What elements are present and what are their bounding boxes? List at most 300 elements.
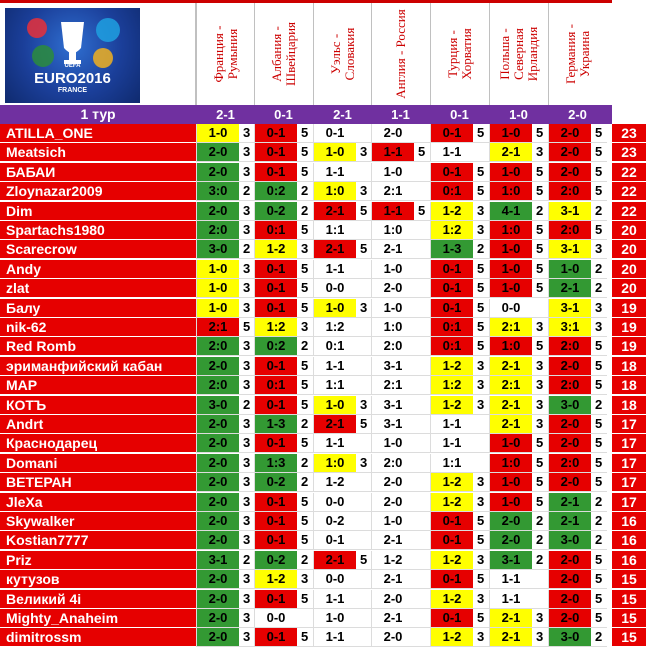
predicted-score: 1:0 xyxy=(314,454,356,472)
points-earned: 5 xyxy=(477,532,485,548)
predicted-score: 0-1 xyxy=(255,143,297,161)
predicted-score: 0-0 xyxy=(314,570,356,588)
points-earned: 3 xyxy=(243,493,251,509)
prediction-cell xyxy=(254,628,313,647)
points-earned: 5 xyxy=(536,454,544,470)
predicted-score: 2-1 xyxy=(372,240,414,258)
prediction-cell xyxy=(430,221,489,240)
prediction-cell xyxy=(254,415,313,434)
prediction-cell xyxy=(254,590,313,609)
prediction-cell xyxy=(430,531,489,550)
predicted-score: 1-3 xyxy=(255,415,297,433)
total-points: 18 xyxy=(612,396,646,415)
points-earned: 3 xyxy=(243,571,251,587)
prediction-cell xyxy=(489,512,548,531)
prediction-cell xyxy=(254,299,313,318)
prediction-cell xyxy=(313,163,372,182)
prediction-cell xyxy=(254,163,313,182)
prediction-cell xyxy=(254,337,313,356)
predicted-score: 2-0 xyxy=(372,493,414,511)
predicted-score: 0-1 xyxy=(314,124,356,142)
prediction-cell xyxy=(489,260,548,279)
points-earned: 5 xyxy=(536,493,544,509)
predicted-score: 2-0 xyxy=(197,202,239,220)
predicted-score: 1-2 xyxy=(372,551,414,569)
prediction-cell xyxy=(371,396,430,415)
points-earned: 3 xyxy=(301,319,309,334)
prediction-cell xyxy=(196,551,255,570)
prediction-cell xyxy=(548,570,607,589)
predicted-score: 0:1 xyxy=(431,182,473,200)
points-earned: 3 xyxy=(243,474,251,490)
prediction-cell xyxy=(489,299,548,318)
points-earned: 5 xyxy=(360,202,368,218)
predicted-score: 2-0 xyxy=(549,143,591,161)
player-row xyxy=(0,163,637,182)
prediction-cell xyxy=(254,531,313,550)
predicted-score: 1:2 xyxy=(314,318,356,336)
prediction-cell xyxy=(371,260,430,279)
prediction-cell xyxy=(254,318,313,337)
points-earned: 2 xyxy=(595,532,603,548)
prediction-cell xyxy=(548,279,607,298)
predicted-score: 1-0 xyxy=(372,299,414,317)
prediction-cell xyxy=(489,376,548,395)
prediction-cell xyxy=(196,512,255,531)
player-row xyxy=(0,124,637,143)
total-points: 15 xyxy=(612,628,646,647)
player-row xyxy=(0,221,637,240)
prediction-cell xyxy=(371,551,430,570)
player-row xyxy=(0,590,637,609)
predicted-score: 1-0 xyxy=(197,299,239,317)
points-earned: 3 xyxy=(477,377,485,393)
predicted-score: 2:0 xyxy=(549,221,591,239)
predicted-score: 1-1 xyxy=(431,143,473,161)
points-earned: 5 xyxy=(595,474,603,490)
predicted-score: 2-0 xyxy=(549,357,591,375)
predicted-score: 1-2 xyxy=(431,473,473,491)
predicted-score: 1-2 xyxy=(431,357,473,375)
predicted-score: 1:1 xyxy=(314,376,356,394)
player-name: nik-62 xyxy=(0,318,196,337)
points-earned: 3 xyxy=(243,125,251,140)
points-earned: 2 xyxy=(301,474,309,490)
points-earned: 5 xyxy=(301,396,309,412)
predicted-score: 2-1 xyxy=(372,570,414,588)
predicted-score: 0:1 xyxy=(314,337,356,355)
predicted-score: 0-1 xyxy=(255,531,297,549)
total-points: 16 xyxy=(612,512,646,531)
predicted-score: 1:2 xyxy=(431,221,473,239)
prediction-cell xyxy=(430,299,489,318)
total-points: 17 xyxy=(612,434,646,453)
player-row xyxy=(0,454,637,473)
points-earned: 3 xyxy=(595,319,603,334)
prediction-cell xyxy=(313,376,372,395)
predicted-score: 0-2 xyxy=(314,512,356,530)
points-earned: 5 xyxy=(301,144,309,160)
prediction-cell xyxy=(548,163,607,182)
prediction-cell xyxy=(548,493,607,512)
prediction-cell xyxy=(489,163,548,182)
prediction-cell xyxy=(313,434,372,453)
prediction-cell xyxy=(548,182,607,201)
points-earned: 3 xyxy=(360,454,368,470)
points-earned: 5 xyxy=(536,125,544,140)
points-earned: 5 xyxy=(477,571,485,587)
prediction-cell xyxy=(254,570,313,589)
predicted-score: 1-0 xyxy=(549,260,591,278)
points-earned: 3 xyxy=(477,590,485,606)
match-header-2 xyxy=(254,3,313,105)
total-points: 16 xyxy=(612,531,646,550)
points-earned: 5 xyxy=(301,163,309,179)
predicted-score: 3-1 xyxy=(372,396,414,414)
predicted-score: 3-1 xyxy=(372,415,414,433)
prediction-cell xyxy=(548,260,607,279)
prediction-cell xyxy=(430,570,489,589)
player-row xyxy=(0,240,637,259)
prediction-cell xyxy=(548,454,607,473)
total-points: 23 xyxy=(612,124,646,143)
points-earned: 3 xyxy=(536,377,544,393)
predicted-score: 2-0 xyxy=(197,434,239,452)
points-earned: 3 xyxy=(243,299,251,315)
player-name: БАБАИ xyxy=(0,163,196,182)
prediction-cell xyxy=(254,260,313,279)
predicted-score: 0-1 xyxy=(255,493,297,511)
prediction-cell xyxy=(254,396,313,415)
points-earned: 3 xyxy=(243,357,251,373)
predicted-score: 1:0 xyxy=(490,337,532,355)
predicted-score: 0-1 xyxy=(431,299,473,317)
predicted-score: 2-0 xyxy=(490,512,532,530)
predicted-score: 2-1 xyxy=(314,415,356,433)
points-earned: 5 xyxy=(595,454,603,470)
prediction-cell xyxy=(313,628,372,647)
predicted-score: 2:1 xyxy=(197,318,239,336)
player-row xyxy=(0,609,637,628)
points-earned: 5 xyxy=(301,590,309,606)
player-name: ATILLA_ONE xyxy=(0,124,196,143)
predicted-score: 0:2 xyxy=(255,182,297,200)
predicted-score: 2-0 xyxy=(197,163,239,181)
predicted-score: 1-2 xyxy=(431,551,473,569)
prediction-cell xyxy=(430,202,489,221)
points-earned: 5 xyxy=(301,377,309,393)
predicted-score: 2-1 xyxy=(314,240,356,258)
prediction-cell xyxy=(254,512,313,531)
prediction-cell xyxy=(196,357,255,376)
predicted-score: 2-0 xyxy=(372,279,414,297)
predicted-score: 1-1 xyxy=(314,163,356,181)
predicted-score: 1-1 xyxy=(314,357,356,375)
points-earned: 3 xyxy=(536,144,544,160)
prediction-cell xyxy=(489,396,548,415)
predicted-score: 2:0 xyxy=(197,376,239,394)
player-row xyxy=(0,318,637,337)
prediction-cell xyxy=(548,473,607,492)
match-header-6 xyxy=(489,3,548,105)
points-earned: 3 xyxy=(595,241,603,257)
predicted-score: 2-0 xyxy=(372,590,414,608)
logo-org: UEFA xyxy=(64,63,81,69)
prediction-cell xyxy=(430,279,489,298)
points-earned: 3 xyxy=(243,202,251,218)
prediction-cell xyxy=(430,628,489,647)
prediction-cell xyxy=(489,454,548,473)
player-row xyxy=(0,337,637,356)
player-name: МАР xyxy=(0,376,196,395)
match-header-1 xyxy=(196,3,255,105)
prediction-cell xyxy=(371,434,430,453)
points-earned: 3 xyxy=(243,513,251,528)
prediction-cell xyxy=(489,415,548,434)
prediction-cell xyxy=(313,454,372,473)
prediction-cell xyxy=(313,182,372,201)
prediction-cell xyxy=(430,376,489,395)
predicted-score: 0:1 xyxy=(431,337,473,355)
player-row xyxy=(0,202,637,221)
total-points: 19 xyxy=(612,318,646,337)
points-earned: 2 xyxy=(301,551,309,567)
points-earned: 3 xyxy=(536,396,544,412)
points-earned: 5 xyxy=(477,260,485,276)
predicted-score: 2-0 xyxy=(197,454,239,472)
predicted-score: 2:0 xyxy=(372,454,414,472)
points-earned: 3 xyxy=(477,493,485,509)
prediction-cell xyxy=(489,434,548,453)
predicted-score: 0-1 xyxy=(314,531,356,549)
match-header-4 xyxy=(371,3,430,105)
player-name: Scarecrow xyxy=(0,240,196,259)
points-earned: 3 xyxy=(301,571,309,587)
predicted-score: 2-0 xyxy=(197,628,239,646)
player-name: Краснодарец xyxy=(0,434,196,453)
prediction-cell xyxy=(548,531,607,550)
prediction-cell xyxy=(313,143,372,162)
predicted-score: 4-1 xyxy=(490,202,532,220)
prediction-cell xyxy=(196,240,255,259)
predicted-score: 1-0 xyxy=(490,493,532,511)
predicted-score: 2-0 xyxy=(549,551,591,569)
total-points: 15 xyxy=(612,609,646,628)
prediction-cell xyxy=(254,493,313,512)
predicted-score: 1-0 xyxy=(490,473,532,491)
prediction-cell xyxy=(196,609,255,628)
points-earned: 5 xyxy=(595,590,603,606)
predicted-score: 0:1 xyxy=(255,376,297,394)
points-earned: 3 xyxy=(243,222,251,237)
predicted-score: 1-0 xyxy=(372,512,414,530)
points-earned: 5 xyxy=(477,610,485,625)
prediction-cell xyxy=(430,260,489,279)
prediction-cell xyxy=(548,124,607,143)
prediction-cell xyxy=(371,376,430,395)
predicted-score: 2-0 xyxy=(549,609,591,627)
predicted-score: 0-0 xyxy=(314,279,356,297)
points-earned: 3 xyxy=(301,241,309,257)
prediction-cell xyxy=(313,318,372,337)
predicted-score: 2:0 xyxy=(197,221,239,239)
prediction-cell xyxy=(313,279,372,298)
points-earned: 2 xyxy=(595,280,603,296)
points-earned: 5 xyxy=(595,144,603,160)
predicted-score: 2-1 xyxy=(314,551,356,569)
prediction-cell xyxy=(489,551,548,570)
predicted-score: 0-1 xyxy=(255,124,297,142)
predicted-score: 2-1 xyxy=(490,609,532,627)
logo-cell xyxy=(0,3,196,105)
points-earned: 5 xyxy=(536,222,544,237)
prediction-cell xyxy=(489,182,548,201)
predicted-score: 0-1 xyxy=(431,531,473,549)
prediction-cell xyxy=(548,337,607,356)
predicted-score: 1-2 xyxy=(255,240,297,258)
total-points: 17 xyxy=(612,415,646,434)
points-earned: 2 xyxy=(301,338,309,354)
predicted-score: 0-1 xyxy=(255,628,297,646)
predicted-score: 2-0 xyxy=(549,473,591,491)
prediction-cell xyxy=(313,299,372,318)
points-earned: 2 xyxy=(536,551,544,567)
predicted-score: 2:1 xyxy=(490,376,532,394)
prediction-cell xyxy=(548,415,607,434)
predicted-score: 0-2 xyxy=(255,551,297,569)
prediction-cell xyxy=(430,143,489,162)
prediction-cell xyxy=(548,609,607,628)
predicted-score: 2-0 xyxy=(372,124,414,142)
prediction-cell xyxy=(196,299,255,318)
prediction-cell xyxy=(430,337,489,356)
player-name: Mighty_Anaheim xyxy=(0,609,196,628)
predicted-score: 0:1 xyxy=(431,318,473,336)
player-name: Andrt xyxy=(0,415,196,434)
points-earned: 3 xyxy=(243,260,251,276)
points-earned: 3 xyxy=(360,299,368,315)
predicted-score: 3-1 xyxy=(549,240,591,258)
predicted-score: 1-0 xyxy=(372,434,414,452)
player-row xyxy=(0,143,637,162)
prediction-cell xyxy=(489,493,548,512)
prediction-cell xyxy=(196,454,255,473)
prediction-cell xyxy=(489,357,548,376)
predicted-score: 1-0 xyxy=(314,299,356,317)
player-row xyxy=(0,415,637,434)
prediction-cell xyxy=(430,357,489,376)
points-earned: 5 xyxy=(477,299,485,315)
points-earned: 2 xyxy=(595,396,603,412)
predicted-score: 2-0 xyxy=(197,357,239,375)
player-row xyxy=(0,570,637,589)
points-earned: 3 xyxy=(243,435,251,451)
prediction-cell xyxy=(489,473,548,492)
match-header-3 xyxy=(313,3,372,105)
predicted-score: 0-0 xyxy=(314,493,356,511)
points-earned: 3 xyxy=(243,610,251,625)
points-earned: 3 xyxy=(243,590,251,606)
match-result-5: 0-1 xyxy=(450,107,469,122)
points-earned: 5 xyxy=(301,299,309,315)
predicted-score: 2:1 xyxy=(372,182,414,200)
predicted-score: 2:0 xyxy=(549,376,591,394)
prediction-cell xyxy=(489,124,548,143)
points-earned: 5 xyxy=(536,435,544,451)
predicted-score: 2:0 xyxy=(372,337,414,355)
prediction-cell xyxy=(548,357,607,376)
points-earned: 5 xyxy=(243,319,251,334)
points-earned: 5 xyxy=(301,435,309,451)
prediction-cell xyxy=(548,434,607,453)
prediction-cell xyxy=(548,143,607,162)
prediction-cell xyxy=(489,240,548,259)
prediction-cell xyxy=(371,454,430,473)
prediction-cell xyxy=(196,143,255,162)
total-points: 20 xyxy=(612,221,646,240)
player-name: Priz xyxy=(0,551,196,570)
prediction-cell xyxy=(254,279,313,298)
player-row xyxy=(0,376,637,395)
points-earned: 5 xyxy=(595,163,603,179)
prediction-cell xyxy=(430,590,489,609)
prediction-cell xyxy=(489,143,548,162)
prediction-cell xyxy=(313,551,372,570)
predicted-score: 2-0 xyxy=(197,415,239,433)
points-earned: 2 xyxy=(536,513,544,528)
player-row xyxy=(0,628,637,647)
predicted-score: 0-1 xyxy=(255,590,297,608)
prediction-cell xyxy=(430,318,489,337)
points-earned: 5 xyxy=(301,357,309,373)
match-title: Польша - Северная Ирландия xyxy=(497,26,540,82)
points-earned: 5 xyxy=(301,629,309,645)
points-earned: 5 xyxy=(595,222,603,237)
predicted-score: 0-1 xyxy=(255,396,297,414)
player-row xyxy=(0,279,637,298)
points-earned: 5 xyxy=(536,338,544,354)
points-earned: 2 xyxy=(243,183,251,199)
predicted-score: 1-1 xyxy=(372,202,414,220)
match-result-1: 2-1 xyxy=(216,107,235,122)
predicted-score: 1-2 xyxy=(431,590,473,608)
points-earned: 5 xyxy=(536,260,544,276)
predicted-score: 3-0 xyxy=(197,396,239,414)
player-name: Великий 4i xyxy=(0,590,196,609)
points-earned: 5 xyxy=(595,125,603,140)
prediction-cell xyxy=(196,590,255,609)
prediction-cell xyxy=(371,299,430,318)
predicted-score: 1-0 xyxy=(372,163,414,181)
prediction-cell xyxy=(489,628,548,647)
points-earned: 5 xyxy=(301,125,309,140)
predicted-score: 1-1 xyxy=(314,628,356,646)
prediction-cell xyxy=(313,337,372,356)
predicted-score: 1-2 xyxy=(431,202,473,220)
prediction-cell xyxy=(254,143,313,162)
predicted-score: 1:1 xyxy=(431,454,473,472)
player-name: Skywalker xyxy=(0,512,196,531)
match-title: Англия - Россия xyxy=(393,9,408,99)
player-name: JleXa xyxy=(0,493,196,512)
predicted-score: 2-0 xyxy=(197,143,239,161)
points-earned: 5 xyxy=(418,202,426,218)
points-earned: 5 xyxy=(360,551,368,567)
predicted-score: 1-0 xyxy=(197,260,239,278)
predicted-score: 1-0 xyxy=(197,124,239,142)
prediction-cell xyxy=(196,124,255,143)
prediction-cell xyxy=(371,202,430,221)
